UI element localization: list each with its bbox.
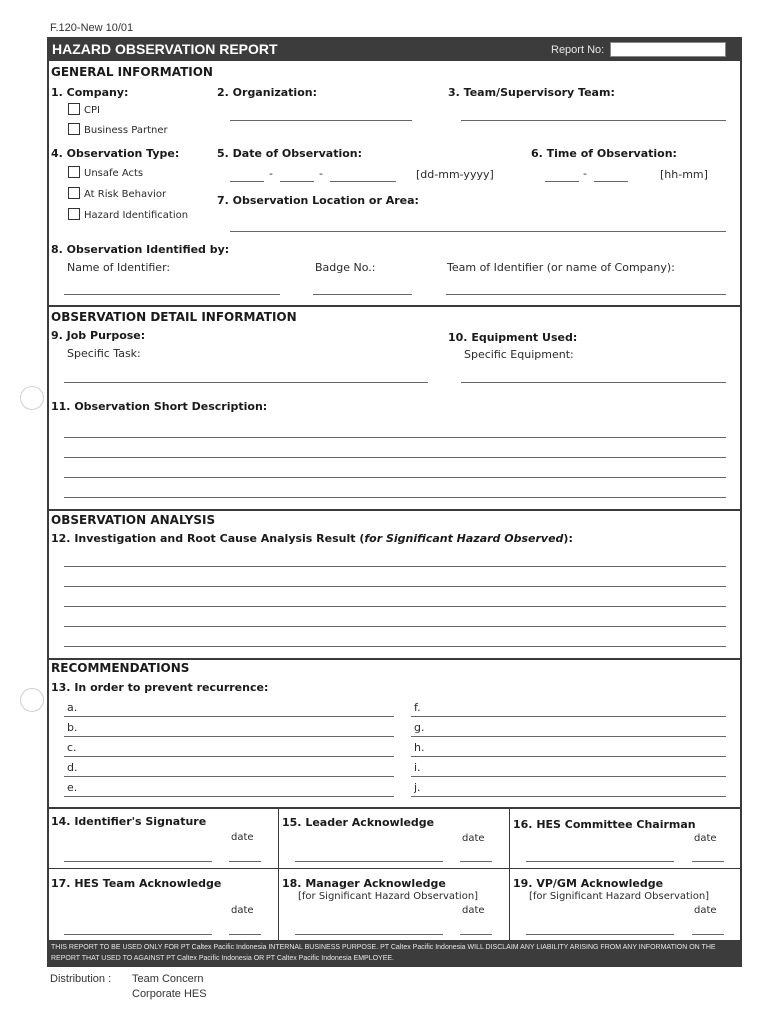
manager-note: [for Significant Hazard Observation] (298, 891, 479, 902)
distribution-label: Distribution : (50, 973, 112, 985)
option-unsafe-acts: Unsafe Acts (84, 168, 144, 179)
hes-team-acknowledge-label: 17. HES Team Acknowledge (51, 877, 222, 890)
general-info-heading: GENERAL INFORMATION (51, 65, 213, 79)
signature-row-divider (47, 868, 742, 869)
vpgm-acknowledge-label: 19. VP/GM Acknowledge (513, 877, 664, 890)
investigation-italic: for Significant Hazard Observed (364, 532, 564, 545)
organization-field[interactable] (230, 120, 412, 121)
rec-item-i: i. (414, 761, 421, 774)
time-separator: - (583, 167, 587, 180)
rec-line-j[interactable] (411, 796, 726, 797)
leader-acknowledge-label: 15. Leader Acknowledge (282, 816, 435, 829)
option-at-risk-behavior: At Risk Behavior (84, 189, 167, 200)
section-divider (47, 807, 742, 809)
rec-line-g[interactable] (411, 736, 726, 737)
short-description-line[interactable] (64, 477, 726, 478)
identifier-date-field[interactable] (229, 861, 261, 862)
vpgm-note: [for Significant Hazard Observation] (529, 891, 710, 902)
short-description-label: 11. Observation Short Description: (51, 400, 268, 413)
date-month-field[interactable] (280, 181, 314, 182)
rec-line-a[interactable] (64, 716, 394, 717)
location-field[interactable] (230, 231, 726, 232)
rec-item-d: d. (67, 761, 78, 774)
rec-line-c[interactable] (64, 756, 394, 757)
job-purpose-label: 9. Job Purpose: (51, 329, 146, 342)
rec-item-f: f. (414, 701, 421, 714)
option-business-partner: Business Partner (84, 125, 168, 136)
prevent-recurrence-label: 13. In order to prevent recurrence: (51, 681, 269, 694)
section-divider (47, 305, 742, 307)
hole-punch (20, 688, 44, 712)
short-description-line[interactable] (64, 457, 726, 458)
signature-column-divider (509, 807, 510, 940)
time-minute-field[interactable] (594, 181, 628, 182)
distribution-item: Corporate HES (132, 988, 207, 1000)
detail-heading: OBSERVATION DETAIL INFORMATION (51, 310, 297, 324)
checkbox-unsafe-acts[interactable] (68, 166, 80, 178)
specific-equipment-field[interactable] (461, 382, 726, 383)
specific-equipment-label: Specific Equipment: (464, 348, 574, 361)
rec-line-i[interactable] (411, 776, 726, 777)
name-of-identifier-label: Name of Identifier: (67, 261, 171, 274)
date-label: date (462, 833, 485, 844)
manager-acknowledge-label: 18. Manager Acknowledge (282, 877, 446, 890)
form-code: F.120-New 10/01 (50, 22, 134, 34)
rec-item-j: j. (414, 781, 421, 794)
date-label: date (462, 905, 485, 916)
manager-signature-field[interactable] (295, 934, 443, 935)
distribution-item: Team Concern (132, 973, 204, 985)
rec-item-a: a. (67, 701, 78, 714)
investigation-line[interactable] (64, 626, 726, 627)
investigation-line[interactable] (64, 606, 726, 607)
date-day-field[interactable] (230, 181, 264, 182)
hes-chairman-signature-field[interactable] (526, 861, 674, 862)
rec-line-h[interactable] (411, 756, 726, 757)
option-hazard-identification: Hazard Identification (84, 210, 189, 221)
date-label: date (231, 832, 254, 843)
rec-line-e[interactable] (64, 796, 394, 797)
hes-team-date-field[interactable] (229, 934, 261, 935)
checkbox-hazard-identification[interactable] (68, 208, 80, 220)
date-separator: - (319, 167, 323, 180)
date-format-hint: [dd-mm-yyyy] (416, 168, 494, 181)
date-label: date (231, 905, 254, 916)
observation-type-label: 4. Observation Type: (51, 147, 180, 160)
section-divider (47, 509, 742, 511)
analysis-heading: OBSERVATION ANALYSIS (51, 513, 216, 527)
disclaimer-text: THIS REPORT TO BE USED ONLY FOR PT Caltex Pacific Indonesia INTERNAL BUSINESS PURPOSE. PT Caltex Pacific Indonesia WILL DISCLAIM ANY LIABILITY ARISING FROM ANY INFORMATION ON THE REPORT THAT USED TO AGAINST PT Caltex Pacific Indonesia OR PT Caltex Pacific Indonesia EMPLOYEE. (51, 944, 716, 962)
badge-no-label: Badge No.: (315, 261, 376, 274)
short-description-line[interactable] (64, 437, 726, 438)
investigation-line[interactable] (64, 646, 726, 647)
team-of-identifier-label: Team of Identifier (or name of Company): (447, 261, 675, 274)
report-no-field[interactable] (610, 42, 726, 57)
company-label: 1. Company: (51, 86, 129, 99)
team-field[interactable] (461, 120, 726, 121)
badge-no-field[interactable] (313, 294, 412, 295)
leader-date-field[interactable] (460, 861, 492, 862)
short-description-line[interactable] (64, 497, 726, 498)
vpgm-signature-field[interactable] (526, 934, 674, 935)
identified-by-label: 8. Observation Identified by: (51, 243, 230, 256)
date-label: date (694, 833, 717, 844)
date-label: date (694, 905, 717, 916)
date-separator: - (269, 167, 273, 180)
rec-item-b: b. (67, 721, 78, 734)
investigation-line[interactable] (64, 586, 726, 587)
equipment-label: 10. Equipment Used: (448, 331, 578, 344)
rec-line-f[interactable] (411, 716, 726, 717)
specific-task-field[interactable] (64, 382, 428, 383)
investigation-line[interactable] (64, 566, 726, 567)
rec-line-b[interactable] (64, 736, 394, 737)
hes-chairman-date-field[interactable] (692, 861, 724, 862)
recommendations-heading: RECOMMENDATIONS (51, 661, 190, 675)
vpgm-date-field[interactable] (692, 934, 724, 935)
rec-item-h: h. (414, 741, 425, 754)
investigation-label (51, 532, 573, 545)
date-label: 5. Date of Observation: (217, 147, 363, 160)
time-format-hint: [hh-mm] (660, 168, 708, 181)
section-divider (47, 658, 742, 660)
date-year-field[interactable] (330, 181, 396, 182)
checkbox-at-risk-behavior[interactable] (68, 187, 80, 199)
signature-column-divider (278, 807, 279, 940)
investigation-prefix: 12. Investigation and Root Cause Analysis Result ( (51, 532, 365, 545)
location-label: 7. Observation Location or Area: (217, 194, 419, 207)
rec-item-c: c. (67, 741, 77, 754)
form-title: HAZARD OBSERVATION REPORT (52, 41, 278, 57)
specific-task-label: Specific Task: (67, 347, 141, 360)
name-of-identifier-field[interactable] (64, 294, 280, 295)
time-hour-field[interactable] (545, 181, 579, 182)
investigation-suffix: ): (563, 532, 573, 545)
hes-chairman-label: 16. HES Committee Chairman (513, 818, 696, 831)
report-no-label: Report No: (551, 44, 605, 56)
identifier-signature-label: 14. Identifier's Signature (51, 815, 207, 828)
checkbox-business-partner[interactable] (68, 123, 80, 135)
team-of-identifier-field[interactable] (446, 294, 726, 295)
team-label: 3. Team/Supervisory Team: (448, 86, 615, 99)
hole-punch (20, 386, 44, 410)
identifier-signature-field[interactable] (64, 861, 212, 862)
organization-label: 2. Organization: (217, 86, 317, 99)
leader-signature-field[interactable] (295, 861, 443, 862)
hes-team-signature-field[interactable] (64, 934, 212, 935)
rec-line-d[interactable] (64, 776, 394, 777)
checkbox-cpi[interactable] (68, 103, 80, 115)
rec-item-e: e. (67, 781, 78, 794)
rec-item-g: g. (414, 721, 425, 734)
manager-date-field[interactable] (460, 934, 492, 935)
option-cpi: CPI (84, 105, 100, 116)
time-label: 6. Time of Observation: (531, 147, 677, 160)
